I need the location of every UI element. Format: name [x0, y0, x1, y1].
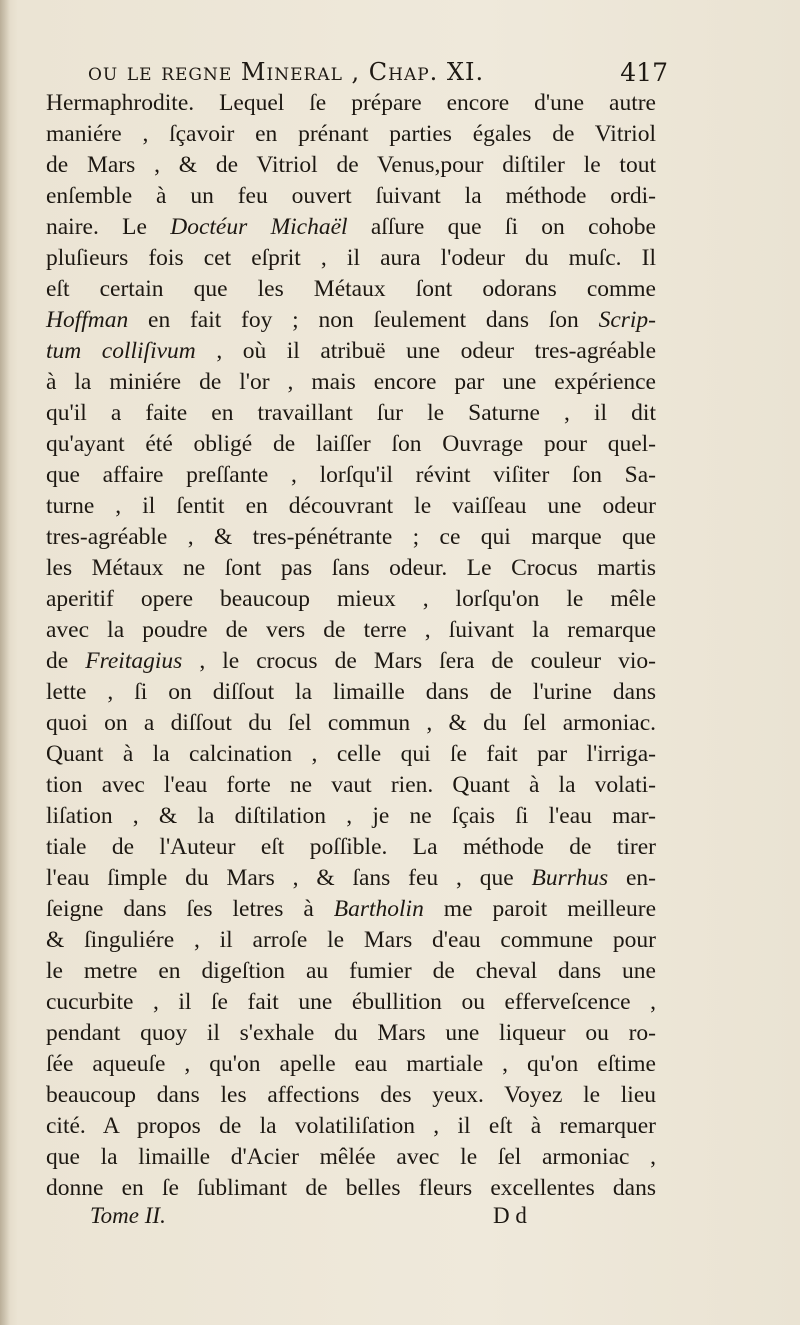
text-line: & ſinguliére , il arroſe le Mars d'eau commune pour	[46, 927, 656, 953]
text-line: ſeigne dans ſes letres à Bartholin me paroit meilleure	[46, 896, 656, 922]
text-line: pluſieurs fois cet eſprit , il aura l'odeur du muſc. Il	[46, 245, 656, 271]
text-line: pendant quoy il s'exhale du Mars une liqueur ou ro-	[46, 1020, 656, 1046]
page-number: 417	[620, 58, 668, 87]
text-line: que la limaille d'Acier mêlée avec le ſel armoniac ,	[46, 1144, 656, 1170]
text-line: beaucoup dans les affections des yeux. Voyez le lieu	[46, 1082, 656, 1108]
text-line: naire. Le Doctéur Michaël aſſure que ſi on cohobe	[46, 214, 656, 240]
text-line: quoi on a diſſout du ſel commun , & du ſel armoniac.	[46, 710, 656, 736]
text-line: qu'ayant été obligé de laiſſer ſon Ouvrage pour quel-	[46, 431, 656, 457]
text-line: Hoffman en fait foy ; non ſeulement dans ſon Scrip-	[46, 307, 656, 333]
text-line: cité. A propos de la volatiliſation , il eſt à remarquer	[46, 1113, 656, 1139]
text-line: cucurbite , il ſe fait une ébullition ou efferveſcence ,	[46, 989, 656, 1015]
text-line: l'eau ſimple du Mars , & ſans feu , que Burrhus en-	[46, 865, 656, 891]
text-line: tres-agréable , & tres-pénétrante ; ce qui marque que	[46, 524, 656, 550]
text-line: tum colliſivum , où il atribuë une odeur tres-agréable	[46, 338, 657, 364]
text-line: à la miniére de l'or , mais encore par une expérience	[46, 369, 656, 395]
text-line: tiale de l'Auteur eſt poſſible. La méthode de tirer	[46, 834, 656, 860]
text-line: enſemble à un feu ouvert ſuivant la méthode ordi-	[46, 183, 656, 209]
text-line: de Mars , & de Vitriol de Venus,pour diſtiler le tout	[46, 152, 656, 178]
text-line: le metre en digeſtion au fumier de cheval dans une	[46, 958, 656, 984]
text-line: donne en ſe ſublimant de belles fleurs excellentes dans	[46, 1175, 656, 1201]
text-line: turne , il ſentit en découvrant le vaiſſeau une odeur	[46, 493, 656, 519]
text-line: avec la poudre de vers de terre , ſuivant la remarque	[46, 617, 656, 643]
running-title: ou le regne Mineral , Chap. XI.	[88, 58, 485, 86]
page-footer	[90, 1203, 540, 1237]
text-line: que affaire preſſante , lorſqu'il révint viſiter ſon Sa-	[46, 462, 656, 488]
text-line: eſt certain que les Métaux ſont odorans comme	[46, 276, 656, 302]
text-line: maniére , ſçavoir en prénant parties égales de Vitriol	[46, 121, 656, 147]
text-line: liſation , & la diſtilation , je ne ſçais ſi l'eau mar-	[46, 803, 656, 829]
body-text	[46, 88, 656, 1204]
text-line: ſée aqueuſe , qu'on apelle eau martiale , qu'on eſtime	[46, 1051, 656, 1077]
gutter-shadow	[0, 0, 10, 1325]
text-line: Hermaphrodite. Lequel ſe prépare encore d'une autre	[46, 90, 656, 116]
signature-mark: D d	[493, 1203, 527, 1228]
text-line: les Métaux ne ſont pas ſans odeur. Le Crocus martis	[46, 555, 656, 581]
text-line: de Freitagius , le crocus de Mars ſera de couleur vio-	[46, 648, 656, 674]
text-line: qu'il a faite en travaillant ſur le Saturne , il dit	[46, 400, 656, 426]
text-line: aperitif opere beaucoup mieux , lorſqu'on le mêle	[46, 586, 656, 612]
volume-label: Tome II.	[90, 1203, 166, 1228]
text-line: tion avec l'eau forte ne vaut rien. Quant à la volati-	[46, 772, 656, 798]
text-line: lette , ſi on diſſout la limaille dans de l'urine dans	[46, 679, 656, 705]
text-line: Quant à la calcination , celle qui ſe fait par l'irriga-	[46, 741, 656, 767]
